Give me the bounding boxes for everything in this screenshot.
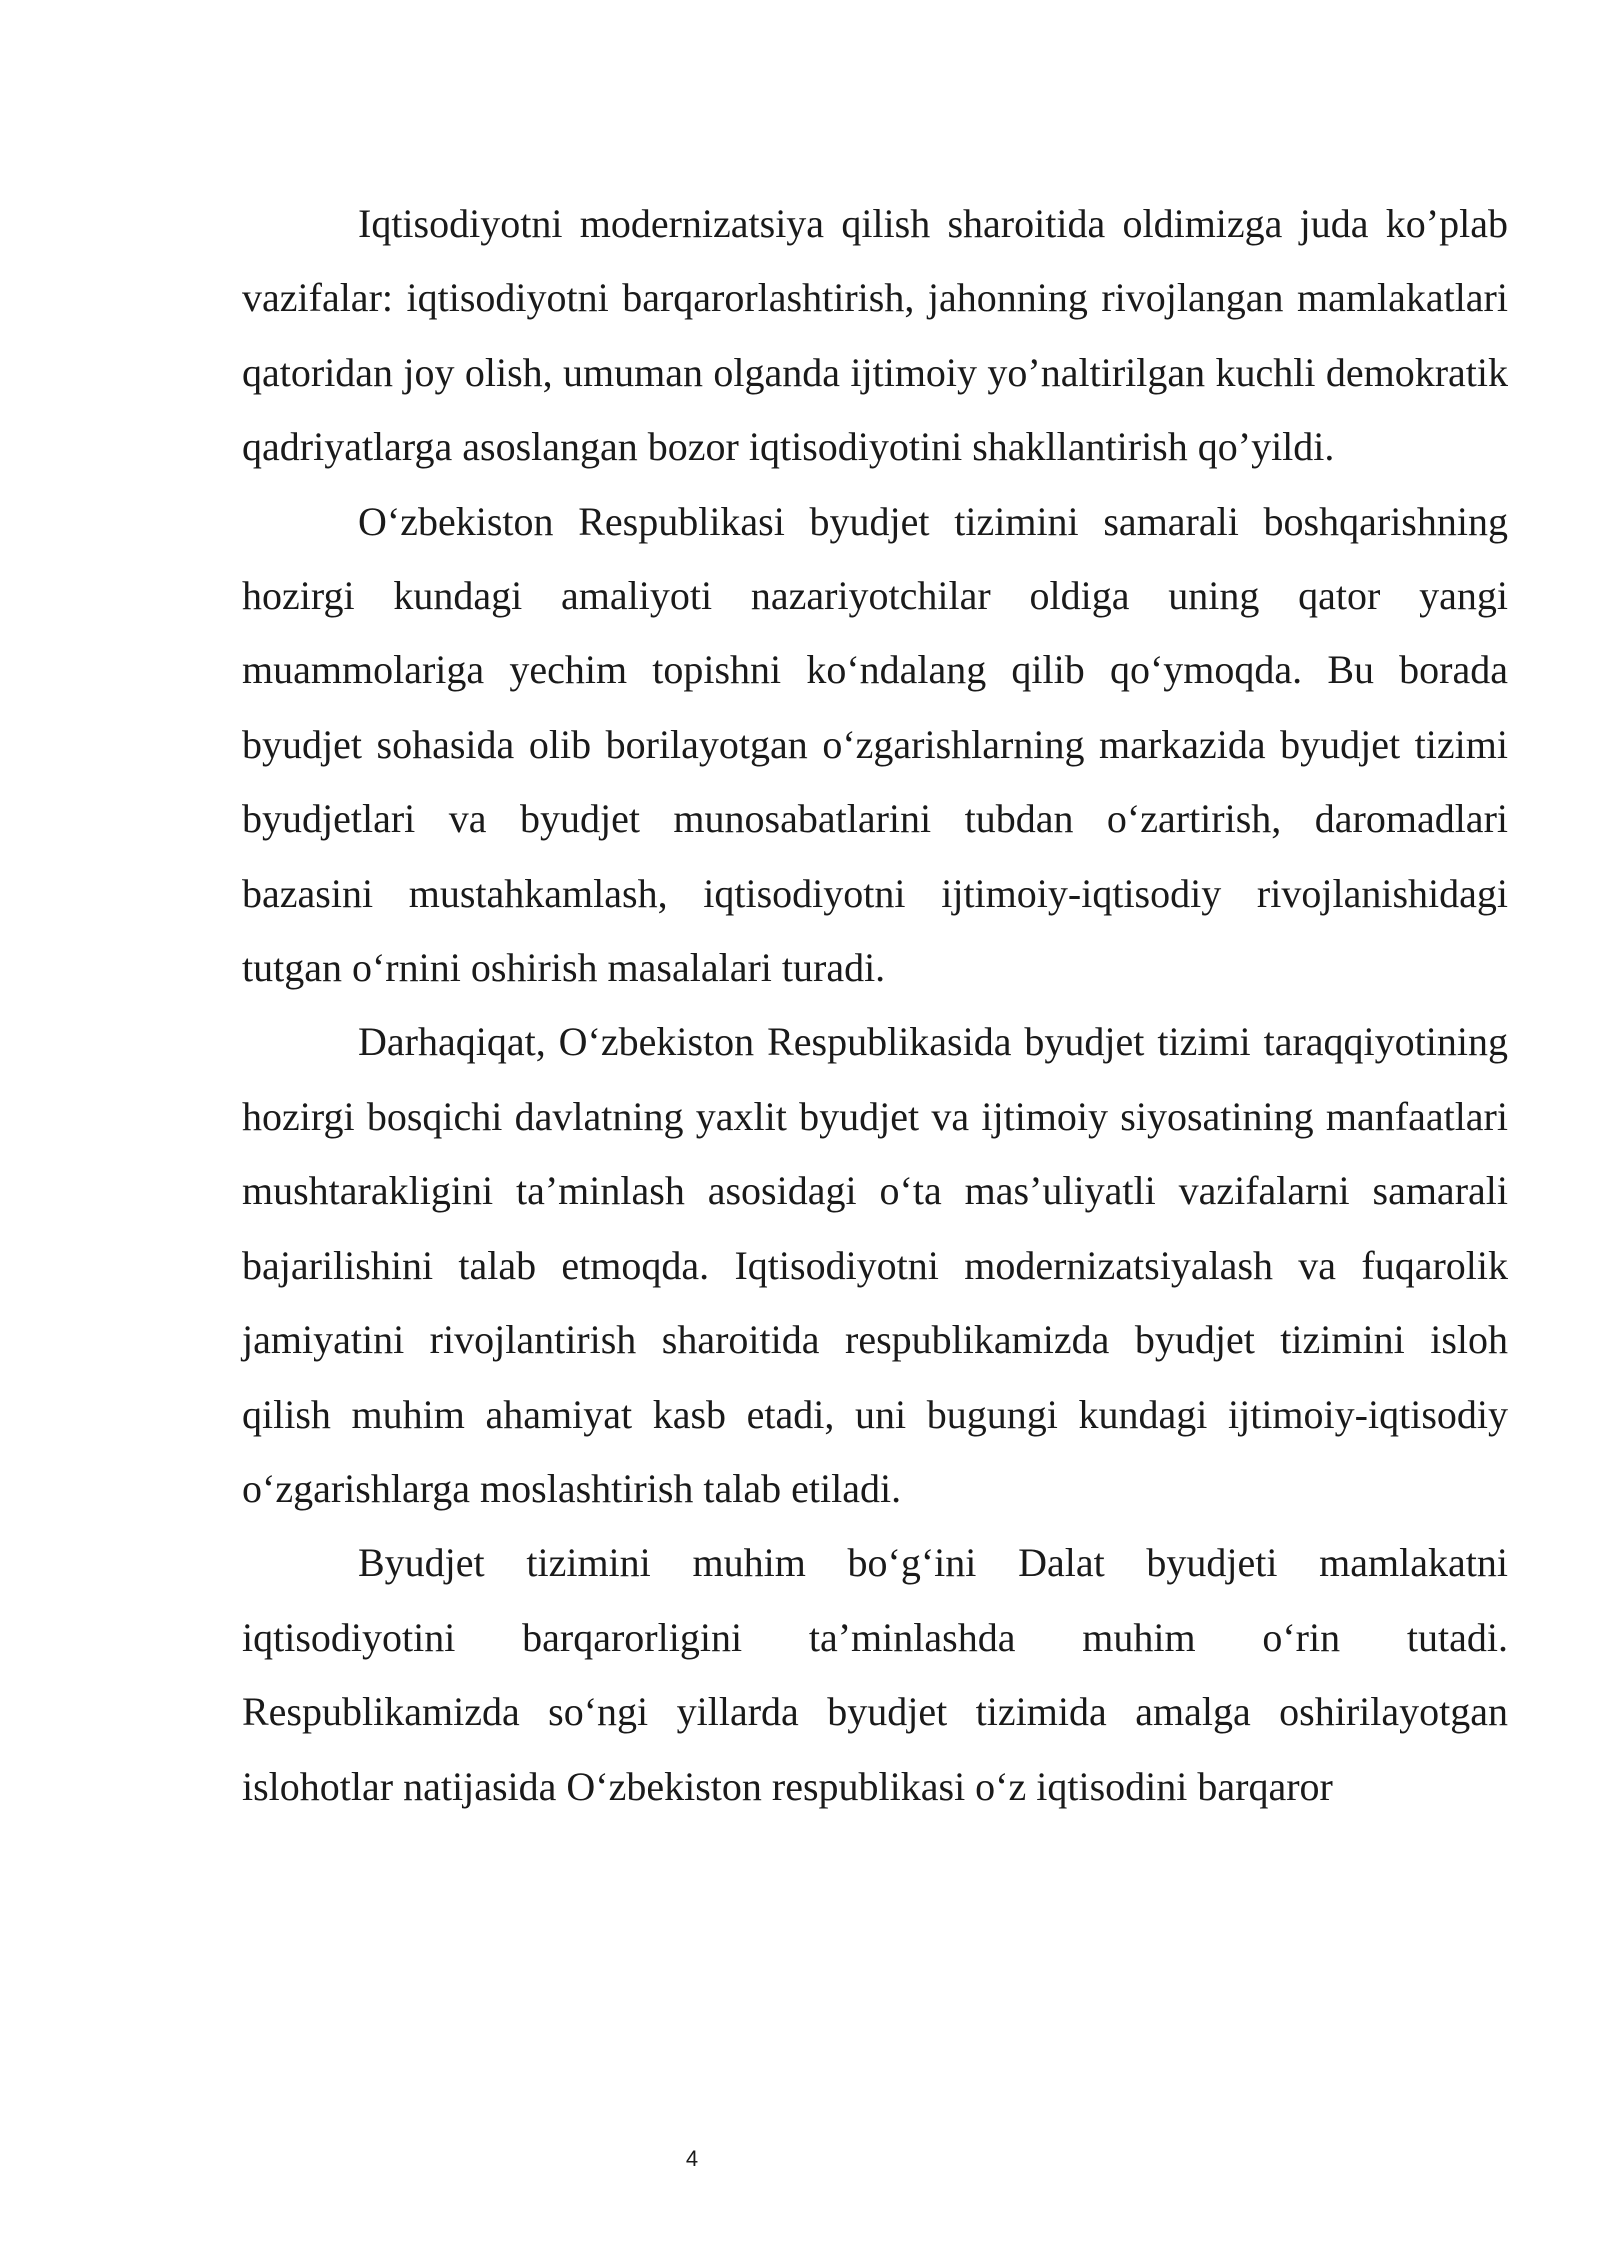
paragraph-4: Byudjet tizimini muhim bo‘g‘ini Dalat byudjeti mamlakatni iqtisodiyotini barqarorligini ta’minlashda muhim o‘rin tutadi. Respublikamizda so‘ngi yillarda byudjet tizimida amalga oshirilayotgan islohotlar natijasida O‘zbekiston respublikasi o‘z iqtisodini barqaror bbox=[242, 1540, 1508, 1809]
paragraph-1: Iqtisodiyotni modernizatsiya qilish sharoitida oldimizga juda ko’plab vazifalar: iqtisodiyotni barqarorlashtirish, jahonning rivojlangan mamlakatlari qatoridan joy olish, umuman olganda ijtimoiy yo’naltirilgan kuchli demokratik qadriyatlarga asoslangan bozor iqtisodiyotini shakllantirish qo’yildi. bbox=[242, 201, 1508, 470]
page-number: 4 bbox=[685, 2146, 699, 2171]
paragraph-2: O‘zbekiston Respublikasi byudjet tizimini samarali boshqarishning hozirgi kundagi amaliyoti nazariyotchilar oldiga uning qator yangi muammolariga yechim topishni ko‘ndalang qilib qo‘ymoqda. Bu borada byudjet sohasida olib borilayotgan o‘zgarishlarning markazida byudjet tizimi byudjetlari va byudjet munosabatlarini tubdan o‘zartirish, daromadlari bazasini mustahkamlash, iqtisodiyotni ijtimoiy-iqtisodiy rivojlanishidagi tutgan o‘rnini oshirish masalalari turadi. bbox=[242, 498, 1508, 991]
paragraph-3: Darhaqiqat, O‘zbekiston Respublikasida byudjet tizimi taraqqiyotining hozirgi bosqichi davlatning yaxlit byudjet va ijtimoiy siyosatining manfaatlari mushtarakligini ta’minlash asosidagi o‘ta mas’uliyatli vazifalarni samarali bajarilishini talab etmoqda. Iqtisodiyotni modernizatsiyalash va fuqarolik jamiyatini rivojlantirish sharoitida respublikamizda byudjet tizimini isloh qilish muhim ahamiyat kasb etadi, uni bugungi kundagi ijtimoiy-iqtisodiy o‘zgarishlarga moslashtirish talab etiladi. bbox=[242, 1019, 1508, 1511]
document-body bbox=[242, 187, 1508, 1824]
